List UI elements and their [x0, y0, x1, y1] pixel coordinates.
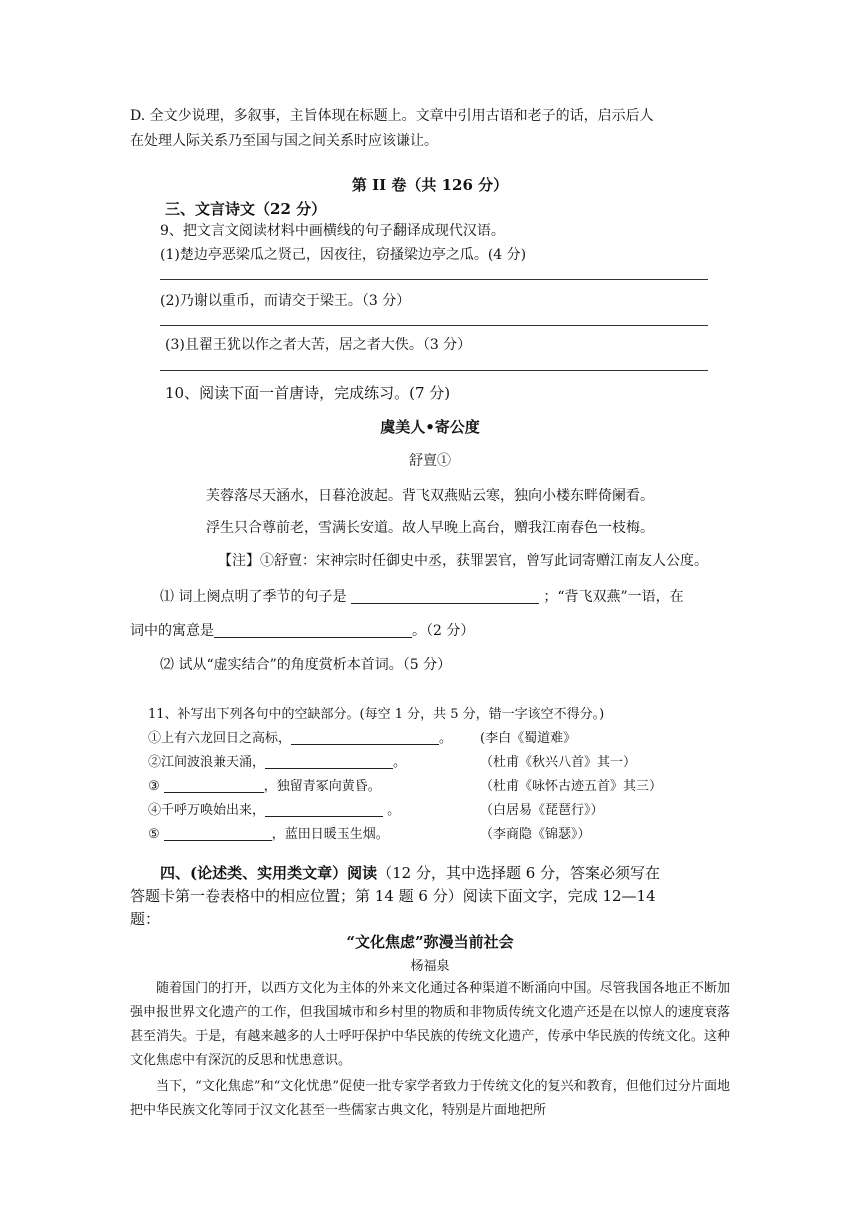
q10-sub1-c: 词中的寓意是 — [130, 623, 214, 639]
q11-item-1: ①上有六龙回日之高标， 。 — [148, 727, 452, 746]
poem-line-1: 芙蓉落尽天涵水，日暮沧波起。背飞双燕贴云寒，独向小楼东畔倚阑看。 — [206, 488, 654, 504]
q11-item-5: ⑤ ，蓝田日暖玉生烟。 — [148, 823, 389, 842]
q11-source-4: （白居易《琵琶行》） — [480, 803, 604, 818]
q9-sentence-2: (2)乃谢以重币，而请交于梁王。（3 分） — [160, 293, 411, 309]
q10-sub2: ⑵ 试从“虚实结合”的角度赏析本首词。（5 分） — [160, 657, 452, 673]
q11-instruction: 11、补写出下列各句中的空缺部分。(每空 1 分，共 5 分，错一字该空不得分。) — [148, 707, 605, 722]
section4-heading: 四、(论述类、实用类文章）阅读 — [160, 864, 378, 882]
option-d — [130, 104, 730, 154]
q10-sub1-a: ⑴ 词上阕点明了季节的句子是 — [160, 589, 347, 605]
q10-sub1-line1 — [160, 586, 684, 606]
q11-item-2: ②江间波浪兼天涌， 。 — [148, 751, 406, 770]
q11-source-1: (李白《蜀道难》 — [480, 731, 577, 746]
q9-instruction: 9、把文言文阅读材料中画横线的句子翻译成现代汉语。 — [160, 223, 505, 239]
article-paragraph-2: 当下，“文化焦虑”和“文化忧患”促使一批专家学者致力于传统文化的复兴和教育，但他们过分片面地把中华民族文化等同于汉文化甚至一些儒家古典文化，特别是片面地把所 — [130, 1079, 730, 1118]
q10-sub1-line2 — [130, 620, 474, 640]
section3-heading: 三、文言诗文（22 分） — [165, 200, 327, 218]
section4-heading-line3: 题： — [130, 910, 161, 928]
q11-blank-5[interactable] — [164, 824, 272, 841]
poem-author: 舒亶① — [409, 453, 451, 469]
answer-line-1 — [160, 279, 708, 280]
poem-line-2: 浮生只合尊前老，雪满长安道。故人早晚上高台，赠我江南春色一枝梅。 — [206, 520, 654, 536]
q10-blank-season[interactable] — [351, 587, 539, 604]
q11-blank-4[interactable] — [265, 800, 383, 817]
answer-line-2 — [160, 325, 708, 326]
article-paragraph-1: 随着国门的打开，以西方文化为主体的外来文化通过各种渠道不断涌向中国。尽管我国各地正不断加强申报世界文化遗产的工作，但我国城市和乡村里的物质和非物质传统文化遗产还是在以惊人的速度衰落甚至消失。于是，有越来越多的人士呼吁保护中华民族的传统文化遗产，传承中华民族的传统文化。这种文化焦虑中有深沉的反思和忧患意识。 — [130, 981, 730, 1068]
q11-source-3: （杜甫《咏怀古迹五首》其三） — [480, 779, 663, 794]
q11-circle-1: ① — [148, 731, 162, 746]
poem-title: 虞美人•寄公度 — [380, 418, 480, 436]
q11-blank-2[interactable] — [265, 752, 393, 769]
q10-blank-meaning[interactable] — [214, 621, 412, 638]
section4-heading-line1: 四、(论述类、实用类文章）阅读（12 分，其中选择题 6 分，答案必须写在 — [160, 864, 661, 882]
q11-blank-3[interactable] — [164, 776, 264, 793]
answer-line-3 — [160, 370, 708, 371]
part2-title: 第 II 卷（共 126 分） — [351, 176, 509, 194]
q11-item-3: ③ ，独留青冢向黄昏。 — [148, 775, 381, 794]
q10-sub1-d: 。（2 分） — [412, 623, 475, 639]
option-d-line1: D. 全文少说理，多叙事，主旨体现在标题上。文章中引用古语和老子的话，启示后人 — [130, 108, 654, 124]
option-d-line2: 在处理人际关系乃至国与国之间关系时应该谦让。 — [130, 133, 438, 149]
section4-heading-line2: 答题卡第一卷表格中的相应位置；第 14 题 6 分）阅读下面文字，完成 12—14 — [130, 887, 656, 905]
q11-source-2: （杜甫《秋兴八首》其一） — [480, 755, 637, 770]
q9-sentence-1: (1)楚边亭恶梁瓜之贤己，因夜往，窃搔梁边亭之瓜。(4 分) — [160, 247, 527, 263]
q10-instruction: 10、阅读下面一首唐诗，完成练习。(7 分) — [165, 384, 451, 402]
poem-note: 【注】①舒亶：宋神宗时任御史中丞，获罪罢官，曾写此词寄赠江南友人公度。 — [218, 553, 708, 569]
article-author: 杨福泉 — [410, 959, 450, 974]
q9-sentence-3: (3)且翟王犹以作之者大苦，居之者大佚。（3 分） — [165, 337, 472, 353]
q11-source-5: （李商隐《锦瑟》） — [480, 827, 591, 842]
q10-sub1-b: ；“背飞双燕”一语，在 — [543, 589, 684, 605]
article-title: “文化焦虑”弥漫当前社会 — [346, 933, 514, 951]
q11-blank-1[interactable] — [291, 728, 439, 745]
q11-item-4: ④千呼万唤始出来， 。 — [148, 799, 400, 818]
